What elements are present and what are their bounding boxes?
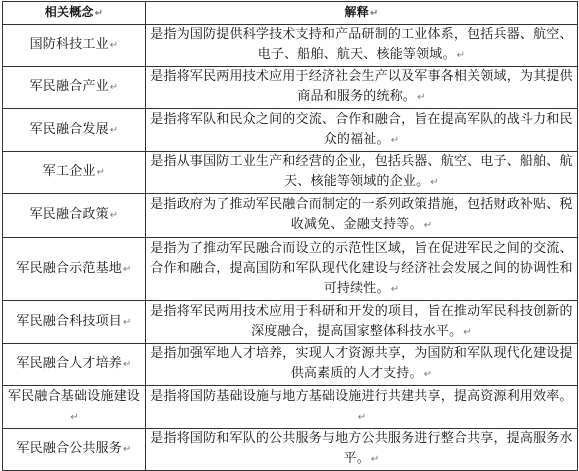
term-cell: 军民融合人才培养↵ <box>3 344 146 386</box>
header-row <box>3 2 578 25</box>
header-definition: 解释↵ <box>146 2 578 25</box>
definition-cell: 是指政府为了推动军民融合而制定的一系列政策措施，包括财政补贴、税收减免、金融支持等。↵ <box>146 194 578 238</box>
definition-cell: 是指从事国防工业生产和经营的企业，包括兵器、航空、电子、船舶、航天、核能等领域的企业。↵ <box>146 152 578 194</box>
term-cell: 军民融合示范基地↵ <box>3 238 146 301</box>
table-row <box>3 25 578 67</box>
term-cell: 军民融合公共服务↵ <box>3 429 146 471</box>
term-cell: 军工企业↵ <box>3 152 146 194</box>
definition-cell: 是指加强军地人才培养，实现人才资源共享，为国防和军队现代化建设提供高素质的人才支持。↵ <box>146 344 578 386</box>
table-row <box>3 109 578 152</box>
term-cell: 军民融合基础设施建设↵ <box>3 386 146 429</box>
table-row <box>3 152 578 194</box>
table-row <box>3 238 578 301</box>
table-row <box>3 429 578 471</box>
definition-cell: 是指为了推动军民融合而设立的示范性区域，旨在促进军民之间的交流、合作和融合，提高国防和军队现代化建设与经济社会发展之间的协调性和可持续性。↵ <box>146 238 578 301</box>
definition-cell: 是指将军队和民众之间的交流、合作和融合，旨在提高军队的战斗力和民众的福祉。↵ <box>146 109 578 152</box>
header-term: 相关概念↵ <box>3 2 146 25</box>
definition-cell: 是指为国防提供科学技术支持和产品研制的工业体系，包括兵器、航空、电子、船舶、航天、核能等领域。↵ <box>146 25 578 67</box>
term-cell: 军民融合产业↵ <box>3 67 146 109</box>
table-row <box>3 344 578 386</box>
definition-cell: 是指将国防和军队的公共服务与地方公共服务进行整合共享，提高服务水平。↵ <box>146 429 578 471</box>
table-row <box>3 194 578 238</box>
term-cell: 军民融合科技项目↵ <box>3 301 146 344</box>
term-cell: 军民融合发展↵ <box>3 109 146 152</box>
table-row <box>3 67 578 109</box>
glossary-table <box>2 1 578 471</box>
table-row <box>3 301 578 344</box>
definition-cell: 是指将军民两用技术应用于经济社会生产以及军事各相关领域，为其提供商品和服务的统称。↵ <box>146 67 578 109</box>
term-cell: 国防科技工业↵ <box>3 25 146 67</box>
definition-cell: 是指将国防基础设施与地方基础设施进行共建共享，提高资源利用效率。↵ <box>146 386 578 429</box>
definition-cell: 是指将军民两用技术应用于科研和开发的项目，旨在推动军民科技创新的深度融合，提高国家整体科技水平。↵ <box>146 301 578 344</box>
table-row <box>3 386 578 429</box>
term-cell: 军民融合政策↵ <box>3 194 146 238</box>
